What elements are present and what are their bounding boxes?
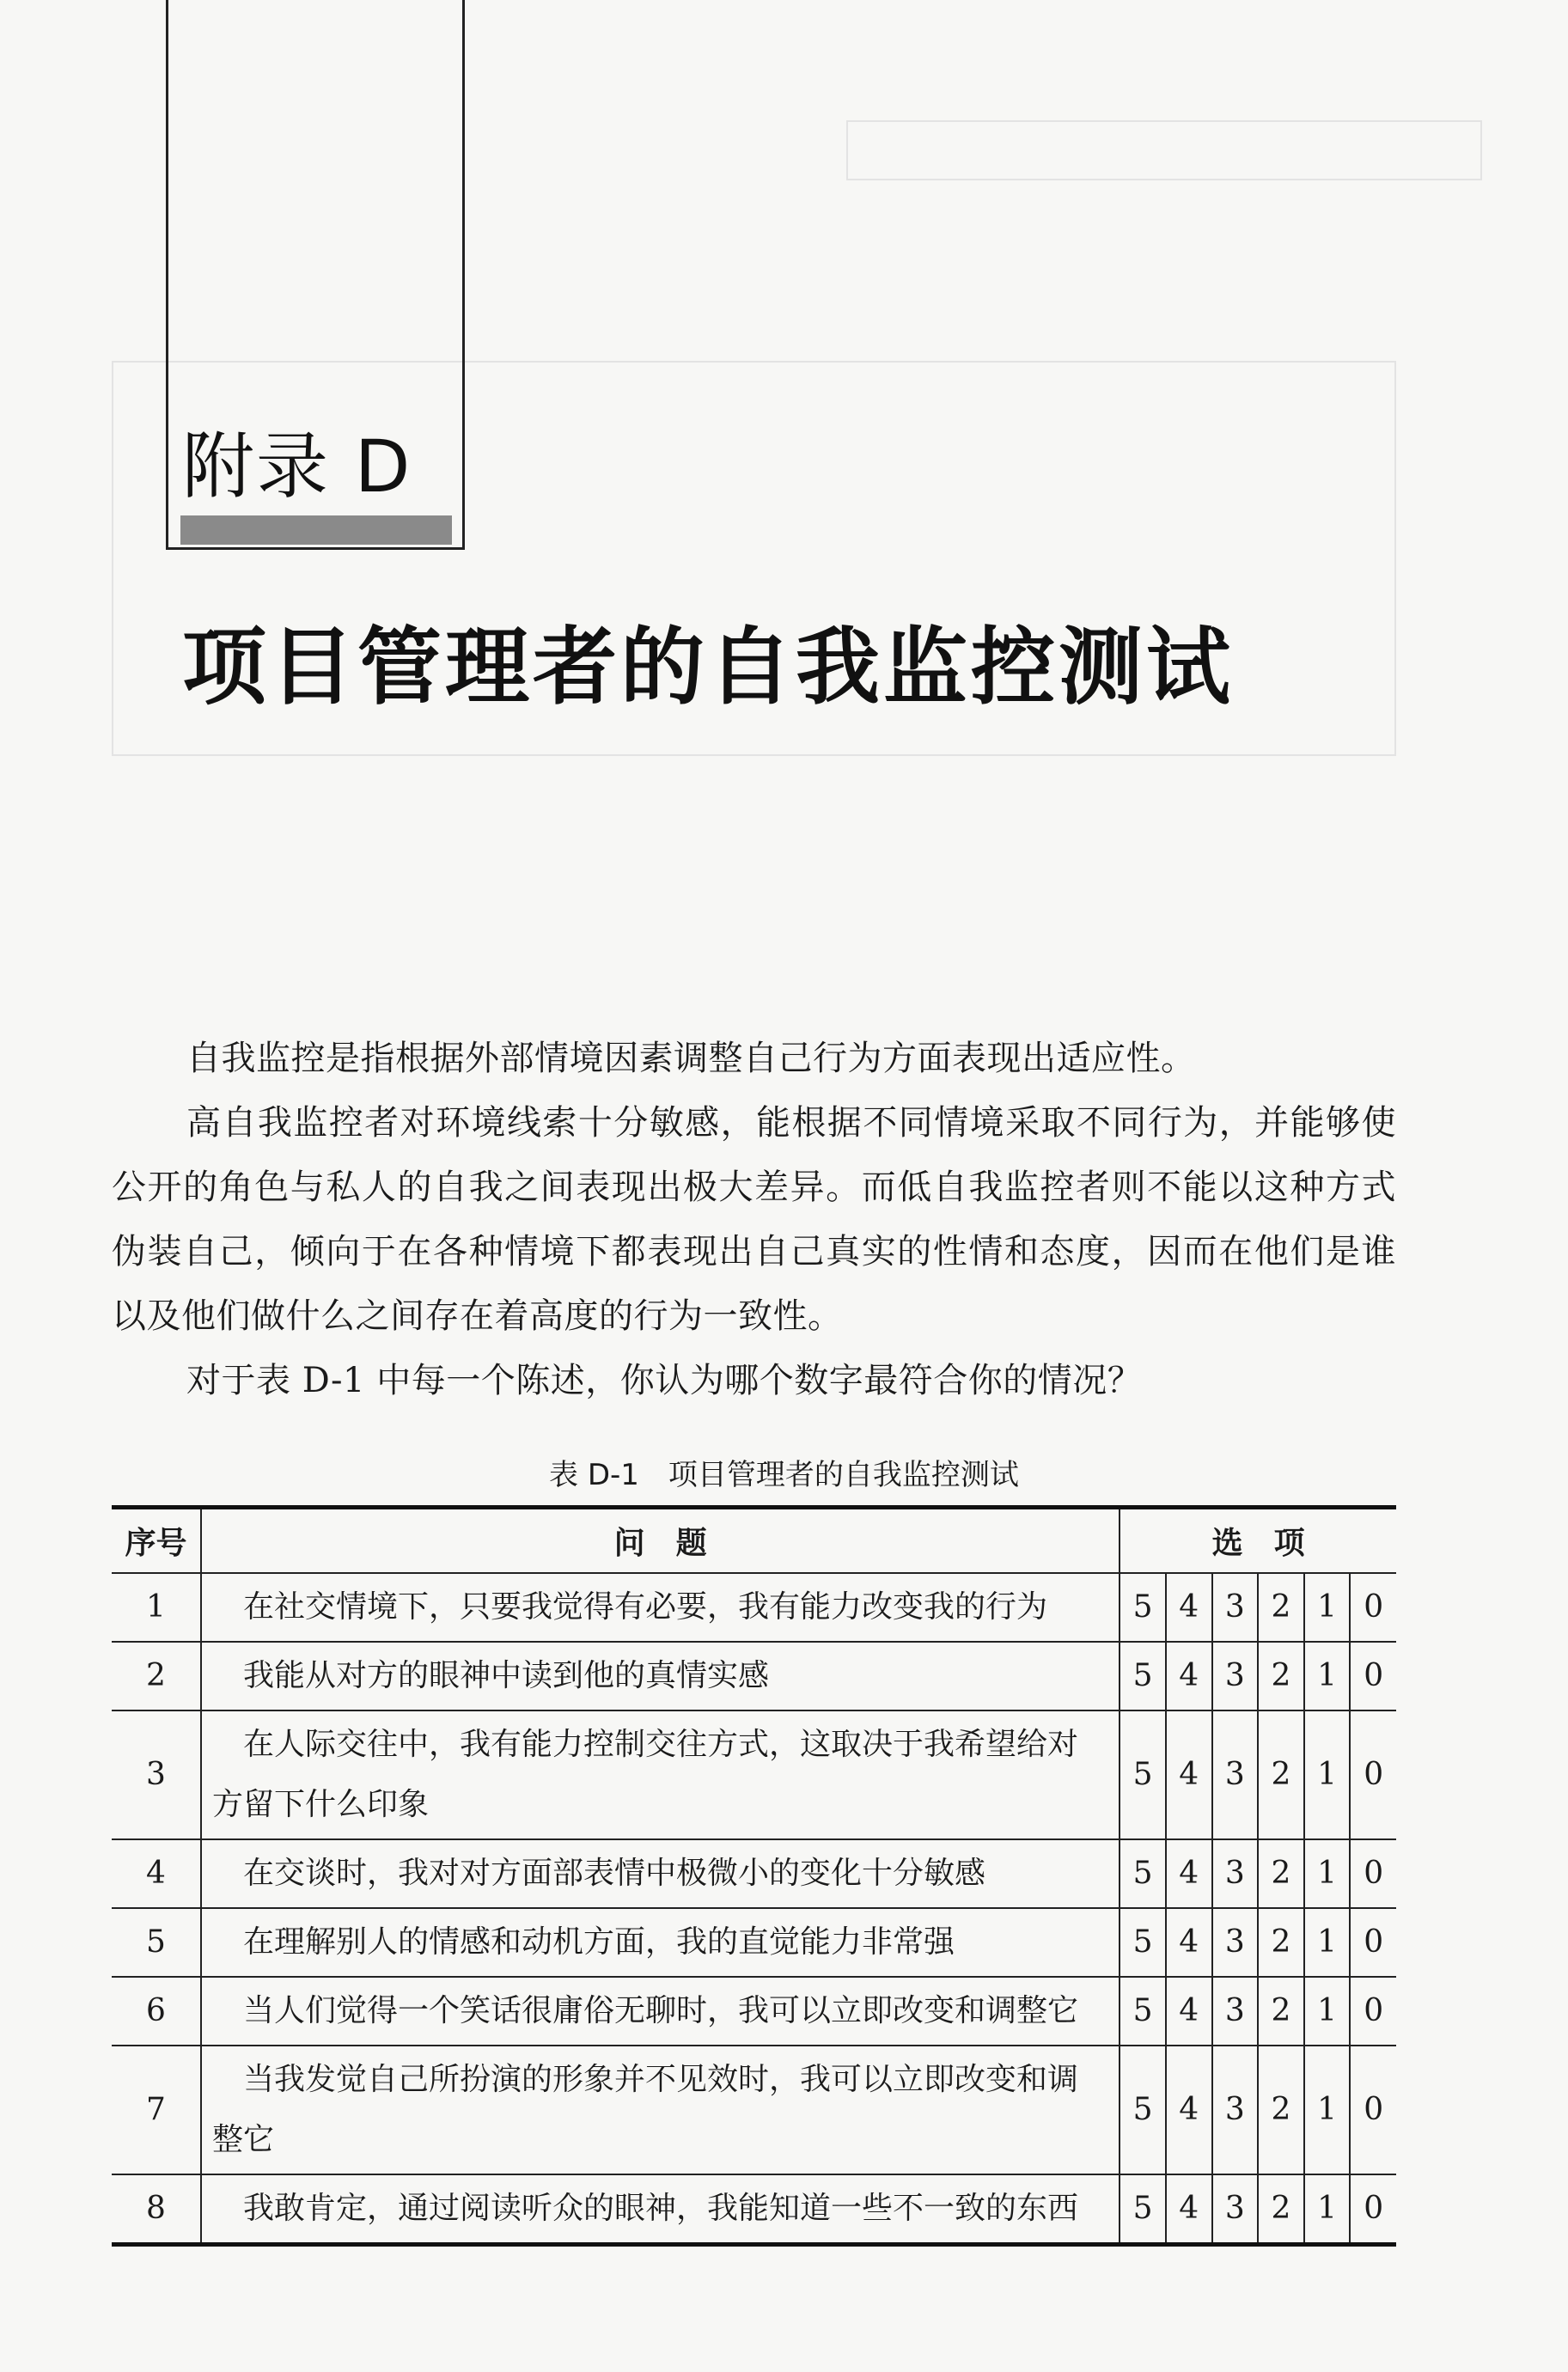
table-body — [112, 1573, 1396, 2245]
row-number: 6 — [112, 1977, 201, 2046]
option-2: 2 — [1258, 1573, 1304, 1642]
option-1: 1 — [1304, 1710, 1351, 1839]
chapter-title: 项目管理者的自我监控测试 — [182, 619, 1235, 716]
option-4: 4 — [1166, 2174, 1212, 2245]
option-3: 3 — [1212, 1710, 1259, 1839]
option-2: 2 — [1258, 1908, 1304, 1977]
option-0: 0 — [1350, 2046, 1396, 2174]
table-row — [112, 1977, 1396, 2046]
option-2: 2 — [1258, 1642, 1304, 1710]
row-question: 在理解别人的情感和动机方面，我的直觉能力非常强 — [201, 1908, 1120, 1977]
table-row — [112, 2046, 1396, 2174]
row-question: 当我发觉自己所扮演的形象并不见效时，我可以立即改变和调整它 — [201, 2046, 1120, 2174]
appendix-underline-bar — [180, 515, 452, 545]
option-3: 3 — [1212, 2174, 1259, 2245]
table-row — [112, 1839, 1396, 1908]
row-question: 当人们觉得一个笑话很庸俗无聊时，我可以立即改变和调整它 — [201, 1977, 1120, 2046]
option-5: 5 — [1120, 1710, 1166, 1839]
header-number: 序号 — [112, 1508, 201, 1573]
option-2: 2 — [1258, 1977, 1304, 2046]
option-2: 2 — [1258, 1710, 1304, 1839]
option-5: 5 — [1120, 1908, 1166, 1977]
paragraph-1: 自我监控是指根据外部情境因素调整自己行为方面表现出适应性。 — [186, 1039, 1196, 1078]
option-1: 1 — [1304, 1908, 1351, 1977]
option-5: 5 — [1120, 1839, 1166, 1908]
row-number: 3 — [112, 1710, 201, 1839]
header-options: 选 项 — [1120, 1508, 1396, 1573]
paragraph-3: 对于表 D-1 中每一个陈述，你认为哪个数字最符合你的情况？ — [186, 1361, 1143, 1400]
row-question: 我能从对方的眼神中读到他的真情实感 — [201, 1642, 1120, 1710]
option-2: 2 — [1258, 2174, 1304, 2245]
row-question: 在交谈时，我对对方面部表情中极微小的变化十分敏感 — [201, 1839, 1120, 1908]
row-number: 2 — [112, 1642, 201, 1710]
option-5: 5 — [1120, 1573, 1166, 1642]
option-4: 4 — [1166, 1573, 1212, 1642]
option-0: 0 — [1350, 1710, 1396, 1839]
option-4: 4 — [1166, 1839, 1212, 1908]
row-number: 1 — [112, 1573, 201, 1642]
option-5: 5 — [1120, 2046, 1166, 2174]
option-1: 1 — [1304, 1839, 1351, 1908]
option-0: 0 — [1350, 1573, 1396, 1642]
table-row — [112, 2174, 1396, 2245]
intro-text — [112, 1027, 1396, 1413]
bleed-through-header — [846, 120, 1482, 180]
table-header-row — [112, 1508, 1396, 1573]
self-monitoring-table — [112, 1505, 1396, 2247]
option-1: 1 — [1304, 2174, 1351, 2245]
row-number: 8 — [112, 2174, 201, 2245]
row-number: 7 — [112, 2046, 201, 2174]
row-question: 我敢肯定，通过阅读听众的眼神，我能知道一些不一致的东西 — [201, 2174, 1120, 2245]
option-0: 0 — [1350, 2174, 1396, 2245]
option-4: 4 — [1166, 1908, 1212, 1977]
header-question: 问 题 — [201, 1508, 1120, 1573]
option-5: 5 — [1120, 1977, 1166, 2046]
row-question: 在社交情境下，只要我觉得有必要，我有能力改变我的行为 — [201, 1573, 1120, 1642]
bleed-through-text — [112, 911, 1396, 945]
option-3: 3 — [1212, 1977, 1259, 2046]
table-caption: 表 D-1 项目管理者的自我监控测试 — [549, 1458, 1019, 1492]
option-0: 0 — [1350, 1977, 1396, 2046]
option-1: 1 — [1304, 1573, 1351, 1642]
paragraph-2: 高自我监控者对环境线索十分敏感，能根据不同情境采取不同行为，并能够使公开的角色与私人的自我之间表现出极大差异。而低自我监控者则不能以这种方式伪装自己，倾向于在各种情境下都表现出自己真实的性情和态度，因而在他们是谁以及他们做什么之间存在着高度的行为一致性。 — [112, 1103, 1396, 1336]
table-row — [112, 1573, 1396, 1642]
option-4: 4 — [1166, 1642, 1212, 1710]
option-0: 0 — [1350, 1642, 1396, 1710]
option-1: 1 — [1304, 2046, 1351, 2174]
option-0: 0 — [1350, 1908, 1396, 1977]
row-number: 4 — [112, 1839, 201, 1908]
table-row — [112, 1710, 1396, 1839]
option-4: 4 — [1166, 1977, 1212, 2046]
option-5: 5 — [1120, 2174, 1166, 2245]
option-4: 4 — [1166, 2046, 1212, 2174]
option-2: 2 — [1258, 1839, 1304, 1908]
row-question: 在人际交往中，我有能力控制交往方式，这取决于我希望给对方留下什么印象 — [201, 1710, 1120, 1839]
option-0: 0 — [1350, 1839, 1396, 1908]
option-3: 3 — [1212, 1839, 1259, 1908]
appendix-label: 附录 D — [182, 424, 412, 509]
option-3: 3 — [1212, 1573, 1259, 1642]
option-3: 3 — [1212, 2046, 1259, 2174]
row-number: 5 — [112, 1908, 201, 1977]
table-row — [112, 1642, 1396, 1710]
option-3: 3 — [1212, 1908, 1259, 1977]
option-1: 1 — [1304, 1642, 1351, 1710]
option-4: 4 — [1166, 1710, 1212, 1839]
option-1: 1 — [1304, 1977, 1351, 2046]
table-row — [112, 1908, 1396, 1977]
option-3: 3 — [1212, 1642, 1259, 1710]
option-2: 2 — [1258, 2046, 1304, 2174]
option-5: 5 — [1120, 1642, 1166, 1710]
